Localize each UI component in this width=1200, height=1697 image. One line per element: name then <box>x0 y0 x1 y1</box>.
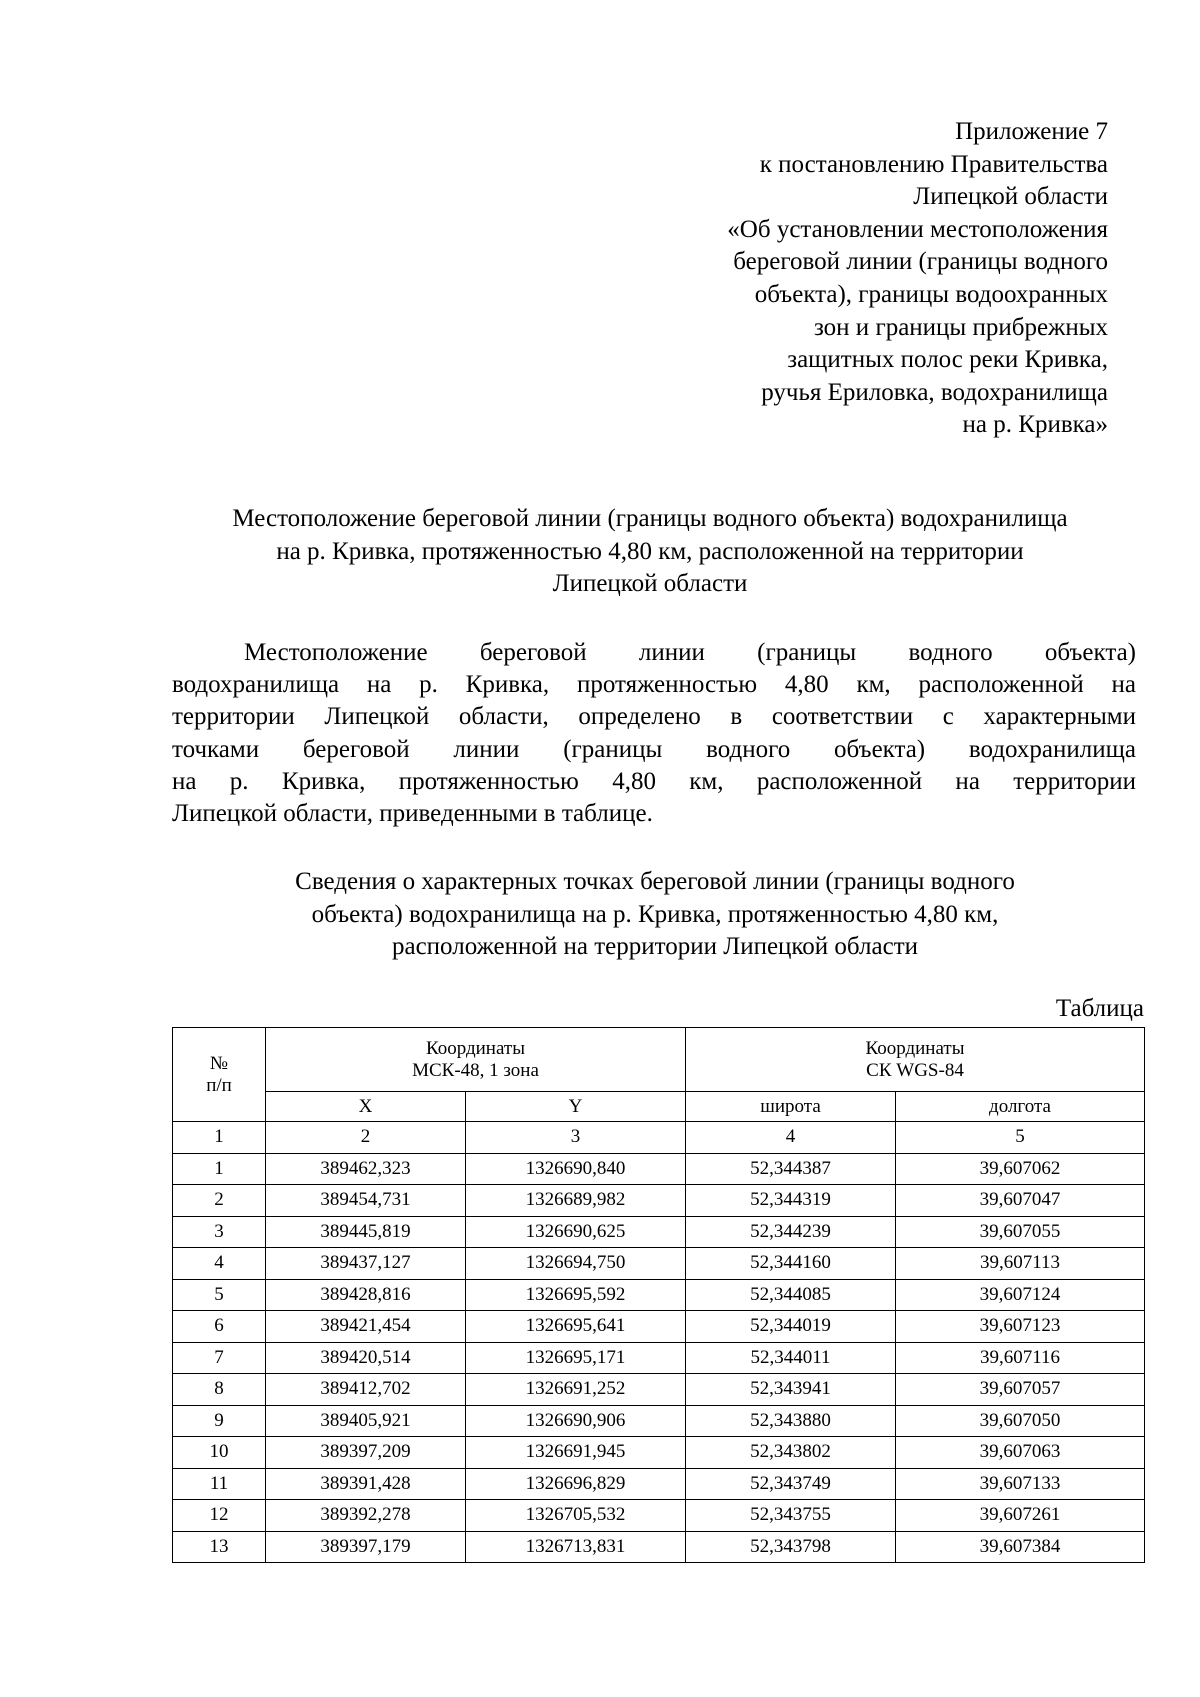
table-row <box>173 1468 1145 1500</box>
appendix-line: ручья Ериловка, водохранилища <box>761 378 1108 406</box>
table-row <box>173 1531 1145 1563</box>
header-msk-line1: Координаты <box>426 1037 525 1059</box>
wgs-longitude-value: 39,607261 <box>896 1500 1145 1532</box>
wgs-longitude-value: 39,607384 <box>896 1531 1145 1563</box>
wgs-latitude-value: 52,343755 <box>686 1500 896 1532</box>
header-number <box>173 1028 266 1122</box>
wgs-longitude-value: 39,607055 <box>896 1216 1145 1248</box>
paragraph-line: водохранилища на р. Кривка, протяженностью 4,80 км, расположенной на <box>172 671 1136 699</box>
msk-y-value: 1326713,831 <box>466 1531 686 1563</box>
point-number: 7 <box>173 1342 266 1374</box>
point-number: 5 <box>173 1279 266 1311</box>
msk-x-value: 389397,179 <box>266 1531 466 1563</box>
heading-line: Местоположение береговой линии (границы водного объекта) водохранилища <box>232 505 1068 532</box>
header-wgs <box>686 1028 1145 1092</box>
msk-x-value: 389412,702 <box>266 1374 466 1406</box>
wgs-latitude-value: 52,343749 <box>686 1468 896 1500</box>
wgs-latitude-value: 52,344085 <box>686 1279 896 1311</box>
table-label: Таблица <box>1055 995 1144 1022</box>
wgs-longitude-value: 39,607057 <box>896 1374 1145 1406</box>
point-number: 3 <box>173 1216 266 1248</box>
point-number: 9 <box>173 1405 266 1437</box>
msk-x-value: 389454,731 <box>266 1185 466 1217</box>
table-row <box>173 1311 1145 1343</box>
appendix-line: зон и границы прибрежных <box>813 313 1108 341</box>
header-latitude: широта <box>686 1092 896 1122</box>
header-number-line1: № <box>209 1052 229 1074</box>
paragraph-line: Местоположение береговой линии (границы водного объекта) <box>244 639 1136 666</box>
wgs-latitude-value: 52,343880 <box>686 1405 896 1437</box>
table-row <box>173 1248 1145 1280</box>
header-y: Y <box>466 1092 686 1122</box>
paragraph-line: точками береговой линии (границы водного объекта) водохранилища <box>172 735 1136 763</box>
appendix-line: на р. Кривка» <box>962 411 1108 439</box>
msk-x-value: 389405,921 <box>266 1405 466 1437</box>
wgs-longitude-value: 39,607063 <box>896 1437 1145 1469</box>
wgs-latitude-value: 52,344160 <box>686 1248 896 1280</box>
point-number: 13 <box>173 1531 266 1563</box>
point-number: 1 <box>173 1153 266 1185</box>
table-row <box>173 1374 1145 1406</box>
msk-y-value: 1326694,750 <box>466 1248 686 1280</box>
header-number-line2: п/п <box>206 1074 232 1096</box>
wgs-longitude-value: 39,607113 <box>896 1248 1145 1280</box>
header-x: X <box>266 1092 466 1122</box>
wgs-latitude-value: 52,343941 <box>686 1374 896 1406</box>
body-paragraph <box>172 637 1136 830</box>
column-number: 3 <box>466 1122 686 1154</box>
point-number: 11 <box>173 1468 266 1500</box>
table-row <box>173 1437 1145 1469</box>
heading-line: на р. Кривка, протяженностью 4,80 км, расположенной на территории <box>276 537 1024 565</box>
caption-line: объекта) водохранилища на р. Кривка, протяженностью 4,80 км, <box>311 900 999 928</box>
msk-y-value: 1326690,906 <box>466 1405 686 1437</box>
msk-y-value: 1326695,641 <box>466 1311 686 1343</box>
msk-y-value: 1326691,252 <box>466 1374 686 1406</box>
appendix-line: Липецкой области <box>913 183 1108 211</box>
appendix-line: к постановлению Правительства <box>759 150 1108 178</box>
table-caption <box>230 866 1080 964</box>
header-msk-line2: МСК-48, 1 зона <box>412 1059 539 1081</box>
wgs-longitude-value: 39,607123 <box>896 1311 1145 1343</box>
heading-line: Липецкой области <box>552 570 748 598</box>
table-row <box>173 1342 1145 1374</box>
msk-y-value: 1326690,840 <box>466 1153 686 1185</box>
header-wgs-line2: СК WGS-84 <box>866 1059 964 1081</box>
msk-y-value: 1326705,532 <box>466 1500 686 1532</box>
wgs-longitude-value: 39,607133 <box>896 1468 1145 1500</box>
appendix-line: «Об установлении местоположения <box>727 215 1108 243</box>
paragraph-line: территории Липецкой области, определено в соответствии с характерными <box>172 703 1136 731</box>
table-row <box>173 1216 1145 1248</box>
column-number: 4 <box>686 1122 896 1154</box>
msk-x-value: 389391,428 <box>266 1468 466 1500</box>
wgs-latitude-value: 52,343798 <box>686 1531 896 1563</box>
paragraph-line: на р. Кривка, протяженностью 4,80 км, расположенной на территории <box>172 767 1136 795</box>
header-wgs-line1: Координаты <box>865 1037 965 1059</box>
wgs-latitude-value: 52,343802 <box>686 1437 896 1469</box>
msk-y-value: 1326691,945 <box>466 1437 686 1469</box>
point-number: 10 <box>173 1437 266 1469</box>
caption-line: расположенной на территории Липецкой области <box>391 933 918 961</box>
wgs-latitude-value: 52,344239 <box>686 1216 896 1248</box>
msk-x-value: 389437,127 <box>266 1248 466 1280</box>
wgs-latitude-value: 52,344387 <box>686 1153 896 1185</box>
column-number: 1 <box>173 1122 266 1154</box>
wgs-latitude-value: 52,344319 <box>686 1185 896 1217</box>
msk-y-value: 1326696,829 <box>466 1468 686 1500</box>
header-longitude: долгота <box>896 1092 1145 1122</box>
table-row <box>173 1279 1145 1311</box>
point-number: 4 <box>173 1248 266 1280</box>
wgs-latitude-value: 52,344011 <box>686 1342 896 1374</box>
caption-line: Сведения о характерных точках береговой линии (границы водного <box>295 868 1015 895</box>
wgs-latitude-value: 52,344019 <box>686 1311 896 1343</box>
table-row <box>173 1500 1145 1532</box>
table-row <box>173 1185 1145 1217</box>
wgs-longitude-value: 39,607050 <box>896 1405 1145 1437</box>
msk-y-value: 1326695,171 <box>466 1342 686 1374</box>
coordinates-table <box>172 1027 1145 1563</box>
point-number: 6 <box>173 1311 266 1343</box>
wgs-longitude-value: 39,607062 <box>896 1153 1145 1185</box>
msk-y-value: 1326695,592 <box>466 1279 686 1311</box>
table-row <box>173 1153 1145 1185</box>
msk-x-value: 389428,816 <box>266 1279 466 1311</box>
point-number: 2 <box>173 1185 266 1217</box>
document-heading <box>170 503 1130 601</box>
header-msk <box>266 1028 686 1092</box>
msk-x-value: 389462,323 <box>266 1153 466 1185</box>
column-number-row <box>173 1122 1145 1154</box>
wgs-longitude-value: 39,607124 <box>896 1279 1145 1311</box>
appendix-line: защитных полос реки Кривка, <box>787 346 1108 374</box>
paragraph-line: Липецкой области, приведенными в таблице. <box>172 800 653 828</box>
column-number: 2 <box>266 1122 466 1154</box>
msk-x-value: 389392,278 <box>266 1500 466 1532</box>
msk-y-value: 1326689,982 <box>466 1185 686 1217</box>
wgs-longitude-value: 39,607047 <box>896 1185 1145 1217</box>
msk-x-value: 389421,454 <box>266 1311 466 1343</box>
column-number: 5 <box>896 1122 1145 1154</box>
point-number: 12 <box>173 1500 266 1532</box>
msk-x-value: 389445,819 <box>266 1216 466 1248</box>
wgs-longitude-value: 39,607116 <box>896 1342 1145 1374</box>
appendix-block <box>508 116 1108 442</box>
msk-x-value: 389397,209 <box>266 1437 466 1469</box>
appendix-line: Приложение 7 <box>955 118 1108 145</box>
appendix-line: объекта), границы водоохранных <box>754 280 1108 308</box>
table-row <box>173 1405 1145 1437</box>
appendix-line: береговой линии (границы водного <box>733 248 1108 276</box>
msk-x-value: 389420,514 <box>266 1342 466 1374</box>
point-number: 8 <box>173 1374 266 1406</box>
msk-y-value: 1326690,625 <box>466 1216 686 1248</box>
